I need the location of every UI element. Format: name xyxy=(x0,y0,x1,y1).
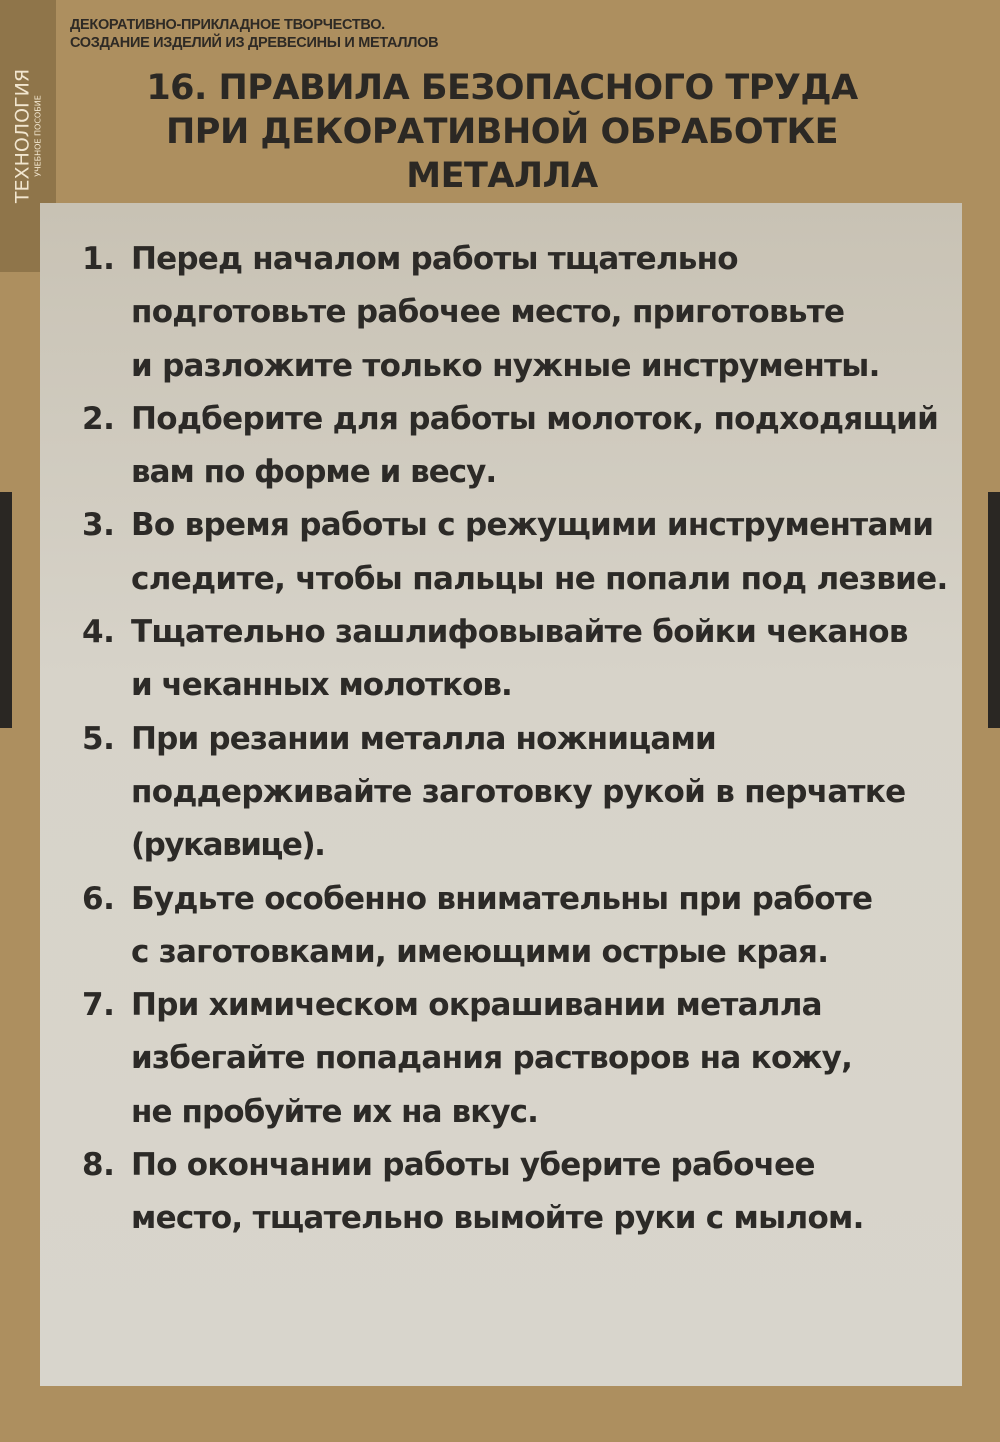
rule-number: 7. xyxy=(82,987,115,1024)
side-tab-text xyxy=(13,6,42,266)
rule-number: 5. xyxy=(82,720,115,757)
rule-text-line: Во время работы с режущими инструментами xyxy=(131,507,934,544)
rule-item xyxy=(80,393,980,500)
rule-text-line: подготовьте рабочее место, приготовьте xyxy=(131,294,845,331)
rule-text-line: При химическом окрашивании металла xyxy=(131,987,822,1024)
rule-number: 3. xyxy=(82,507,115,544)
rule-number: 8. xyxy=(82,1147,115,1184)
subject-line-1: ДЕКОРАТИВНО-ПРИКЛАДНОЕ ТВОРЧЕСТВО. xyxy=(70,17,385,33)
title-line-2: ПРИ ДЕКОРАТИВНОЙ ОБРАБОТКЕ xyxy=(166,112,838,152)
rule-number: 4. xyxy=(82,614,115,651)
rule-item xyxy=(80,606,980,713)
rule-text-line: с заготовками, имеющими острые края. xyxy=(131,933,829,970)
left-edge-bar xyxy=(0,492,12,728)
rule-text-line: поддерживайте заготовку рукой в перчатке xyxy=(131,773,906,810)
rule-number: 1. xyxy=(82,241,115,277)
rule-text-line: При резании металла ножницами xyxy=(131,720,716,757)
side-tab-title: ТЕХНОЛОГИЯ xyxy=(11,68,34,204)
rules-list xyxy=(80,233,980,1246)
rule-item xyxy=(80,873,980,980)
rule-text-line: избегайте попадания растворов на кожу, xyxy=(131,1040,853,1077)
subject-header xyxy=(70,16,670,52)
rule-text-line: вам по форме и весу. xyxy=(131,454,497,491)
rule-item xyxy=(80,233,980,393)
title-line-3: МЕТАЛЛА xyxy=(406,156,598,196)
page-title xyxy=(100,66,904,198)
rule-text-line: и разложите только нужные инструменты. xyxy=(131,347,880,384)
rule-number: 2. xyxy=(82,400,115,437)
side-tab-subtitle: УЧЕБНОЕ ПОСОБИЕ xyxy=(33,95,43,177)
rule-text-line: Будьте особенно внимательны при работе xyxy=(131,880,873,917)
rule-item xyxy=(80,499,980,606)
rule-text-line: не пробуйте их на вкус. xyxy=(131,1093,538,1130)
rule-item xyxy=(80,1139,980,1246)
rule-text-line: (рукавице). xyxy=(131,827,325,864)
rule-text-line: Перед началом работы тщательно xyxy=(131,241,738,277)
rule-text-line: и чеканных молотков. xyxy=(131,667,512,704)
rule-text-line: Тщательно зашлифовывайте бойки чеканов xyxy=(131,614,908,651)
title-line-1: 16. ПРАВИЛА БЕЗОПАСНОГО ТРУДА xyxy=(146,68,858,108)
rule-item xyxy=(80,713,980,873)
right-edge-bar xyxy=(988,492,1000,728)
rule-text-line: По окончании работы уберите рабочее xyxy=(131,1147,815,1184)
rule-text-line: Подберите для работы молоток, подходящий xyxy=(131,400,939,437)
rule-item xyxy=(80,979,980,1139)
rule-number: 6. xyxy=(82,880,115,917)
subject-line-2: СОЗДАНИЕ ИЗДЕЛИЙ ИЗ ДРЕВЕСИНЫ И МЕТАЛЛОВ xyxy=(70,35,439,51)
rule-text-line: следите, чтобы пальцы не попали под лезвие. xyxy=(131,560,948,597)
rule-text-line: место, тщательно вымойте руки с мылом. xyxy=(131,1200,864,1237)
